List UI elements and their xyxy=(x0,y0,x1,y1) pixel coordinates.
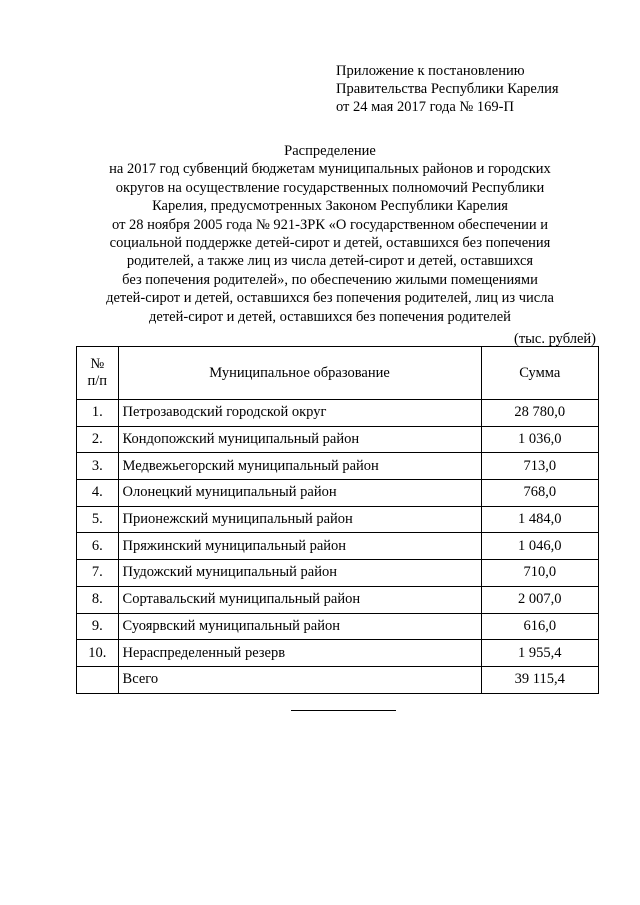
row-municipality: Петрозаводский городской округ xyxy=(118,400,481,427)
row-sum: 710,0 xyxy=(481,560,598,587)
row-number: 10. xyxy=(77,640,119,667)
row-municipality: Нераспределенный резерв xyxy=(118,640,481,667)
distribution-table xyxy=(76,346,599,694)
row-sum: 1 955,4 xyxy=(481,640,598,667)
table-row xyxy=(77,586,599,613)
row-number: 2. xyxy=(77,426,119,453)
title-line: Карелия, предусмотренных Законом Республики Карелия xyxy=(152,198,508,215)
table-row xyxy=(77,453,599,480)
appendix-note xyxy=(336,62,559,116)
table-row xyxy=(77,613,599,640)
row-sum: 28 780,0 xyxy=(481,400,598,427)
title-line: от 28 ноября 2005 года № 921-ЗРК «О государственном обеспечении и xyxy=(112,216,548,233)
table-row xyxy=(77,560,599,587)
table-row xyxy=(77,426,599,453)
row-number: 7. xyxy=(77,560,119,587)
row-number: 6. xyxy=(77,533,119,560)
table-total-row xyxy=(77,666,599,693)
total-number xyxy=(77,666,119,693)
row-sum: 1 036,0 xyxy=(481,426,598,453)
row-sum: 1 484,0 xyxy=(481,506,598,533)
row-number: 9. xyxy=(77,613,119,640)
total-label: Всего xyxy=(118,666,481,693)
row-municipality: Сортавальский муниципальный район xyxy=(118,586,481,613)
table-row xyxy=(77,533,599,560)
appendix-line: Приложение к постановлению xyxy=(336,63,525,79)
title-line: детей-сирот и детей, оставшихся без попечения родителей xyxy=(149,308,511,325)
row-number: 3. xyxy=(77,453,119,480)
row-number: 5. xyxy=(77,506,119,533)
row-sum: 616,0 xyxy=(481,613,598,640)
header-number-line2: п/п xyxy=(87,373,108,389)
table-row xyxy=(77,640,599,667)
row-municipality: Суоярвский муниципальный район xyxy=(118,613,481,640)
appendix-line: Правительства Республики Карелия xyxy=(336,81,559,97)
title-line: без попечения родителей», по обеспечению жилыми помещениями xyxy=(122,271,538,288)
title-line: детей-сирот и детей, оставшихся без попечения родителей, лиц из числа xyxy=(106,290,554,307)
row-number: 4. xyxy=(77,480,119,507)
header-sum: Сумма xyxy=(481,347,598,400)
table-row xyxy=(77,400,599,427)
end-divider xyxy=(291,710,396,711)
row-number: 8. xyxy=(77,586,119,613)
title-line: округов на осуществление государственных полномочий Республики xyxy=(115,179,545,196)
row-municipality: Олонецкий муниципальный район xyxy=(118,480,481,507)
title-line: на 2017 год субвенций бюджетам муниципальных районов и городских xyxy=(109,161,551,178)
row-sum: 768,0 xyxy=(481,480,598,507)
document-title xyxy=(60,142,600,326)
title-line: родителей, а также лиц из числа детей-сирот и детей, оставшихся xyxy=(126,253,534,270)
table-row xyxy=(77,480,599,507)
row-sum: 2 007,0 xyxy=(481,586,598,613)
row-municipality: Кондопожский муниципальный район xyxy=(118,426,481,453)
header-municipality: Муниципальное образование xyxy=(118,347,481,400)
row-municipality: Медвежьегорский муниципальный район xyxy=(118,453,481,480)
appendix-line: от 24 мая 2017 года № 169-П xyxy=(336,99,514,115)
title-line: социальной поддержке детей-сирот и детей, оставшихся без попечения xyxy=(109,235,551,252)
units-label: (тыс. рублей) xyxy=(514,331,596,347)
title-line: Распределение xyxy=(284,143,376,159)
row-municipality: Пряжинский муниципальный район xyxy=(118,533,481,560)
table-row xyxy=(77,506,599,533)
row-sum: 713,0 xyxy=(481,453,598,480)
total-sum: 39 115,4 xyxy=(481,666,598,693)
row-municipality: Пудожский муниципальный район xyxy=(118,560,481,587)
header-number xyxy=(77,347,119,400)
row-municipality: Прионежский муниципальный район xyxy=(118,506,481,533)
row-sum: 1 046,0 xyxy=(481,533,598,560)
header-number-line1: № xyxy=(90,356,105,372)
table-header-row xyxy=(77,347,599,400)
row-number: 1. xyxy=(77,400,119,427)
